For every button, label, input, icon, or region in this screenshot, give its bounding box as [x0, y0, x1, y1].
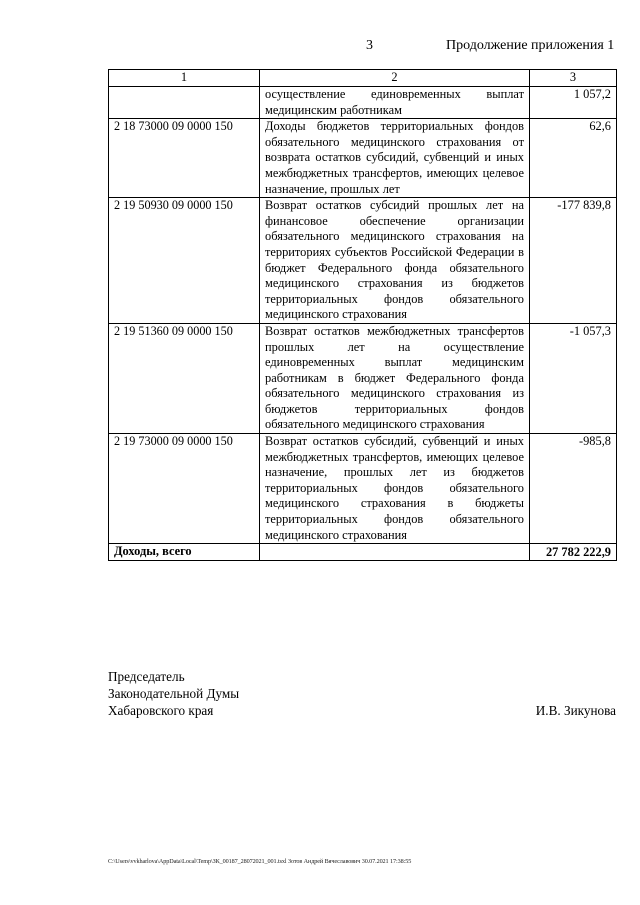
footer-file-path: C:\Users\vvkharlova\AppData\Local\Temp\ЗК_00187_28072021_001.tsxl Зотов Андрей Вячеславович 30.07.2021 17:38:55	[108, 858, 412, 865]
signature-block	[108, 668, 239, 719]
row-code	[109, 87, 260, 119]
row-amount: 1 057,2	[530, 87, 617, 119]
continuation-label: Продолжение приложения 1	[446, 38, 615, 53]
table-row	[109, 119, 617, 198]
table-row	[109, 87, 617, 119]
table-header-row	[109, 70, 617, 87]
row-code: 2 18 73000 09 0000 150	[109, 119, 260, 198]
row-amount: 62,6	[530, 119, 617, 198]
signature-title-line-1: Председатель	[108, 669, 185, 684]
total-empty-cell	[260, 544, 530, 561]
row-description: осуществление единовременных выплат медицинским работникам	[260, 87, 530, 119]
row-amount: -1 057,3	[530, 323, 617, 433]
row-code: 2 19 50930 09 0000 150	[109, 198, 260, 324]
revenue-table	[108, 69, 617, 561]
row-amount: -177 839,8	[530, 198, 617, 324]
row-code: 2 19 73000 09 0000 150	[109, 434, 260, 544]
table-row	[109, 198, 617, 324]
column-header-3: 3	[530, 70, 617, 87]
column-header-1: 1	[109, 70, 260, 87]
row-description: Доходы бюджетов территориальных фондов обязательного медицинского страхования от возврата остатков субсидий, субвенций и иных межбюджетных трансфертов, имеющих целевое назначение, прошлых лет	[260, 119, 530, 198]
table-row	[109, 434, 617, 544]
signer-name: И.В. Зикунова	[535, 703, 616, 718]
row-description: Возврат остатков межбюджетных трансфертов прошлых лет на осуществление единовременных выплат медицинским работникам в бюджет Федерального фонда обязательного медицинского страхования из бюджетов территориальных фондов обязательного медицинского страхования	[260, 323, 530, 433]
total-amount: 27 782 222,9	[530, 544, 617, 561]
table-total-row	[109, 544, 617, 561]
signature-title-line-2: Законодательной Думы	[108, 686, 240, 701]
row-description: Возврат остатков субсидий прошлых лет на финансовое обеспечение организации обязательного медицинского страхования на территориях субъектов Российской Федерации в бюджет Федерального фонда обязательного медицинского страхования из бюджетов территориальных фондов обязательного медицинского страхования	[260, 198, 530, 324]
row-code: 2 19 51360 09 0000 150	[109, 323, 260, 433]
page-number: 3	[366, 38, 373, 53]
table-row	[109, 323, 617, 433]
row-description: Возврат остатков субсидий, субвенций и иных межбюджетных трансфертов, имеющих целевое назначение, прошлых лет из бюджетов территориальных фондов обязательного медицинского страхования в бюджеты территориальных фондов обязательного медицинского страхования	[260, 434, 530, 544]
row-amount: -985,8	[530, 434, 617, 544]
column-header-2: 2	[260, 70, 530, 87]
signature-title-line-3: Хабаровского края	[108, 703, 214, 718]
total-label: Доходы, всего	[109, 544, 260, 561]
